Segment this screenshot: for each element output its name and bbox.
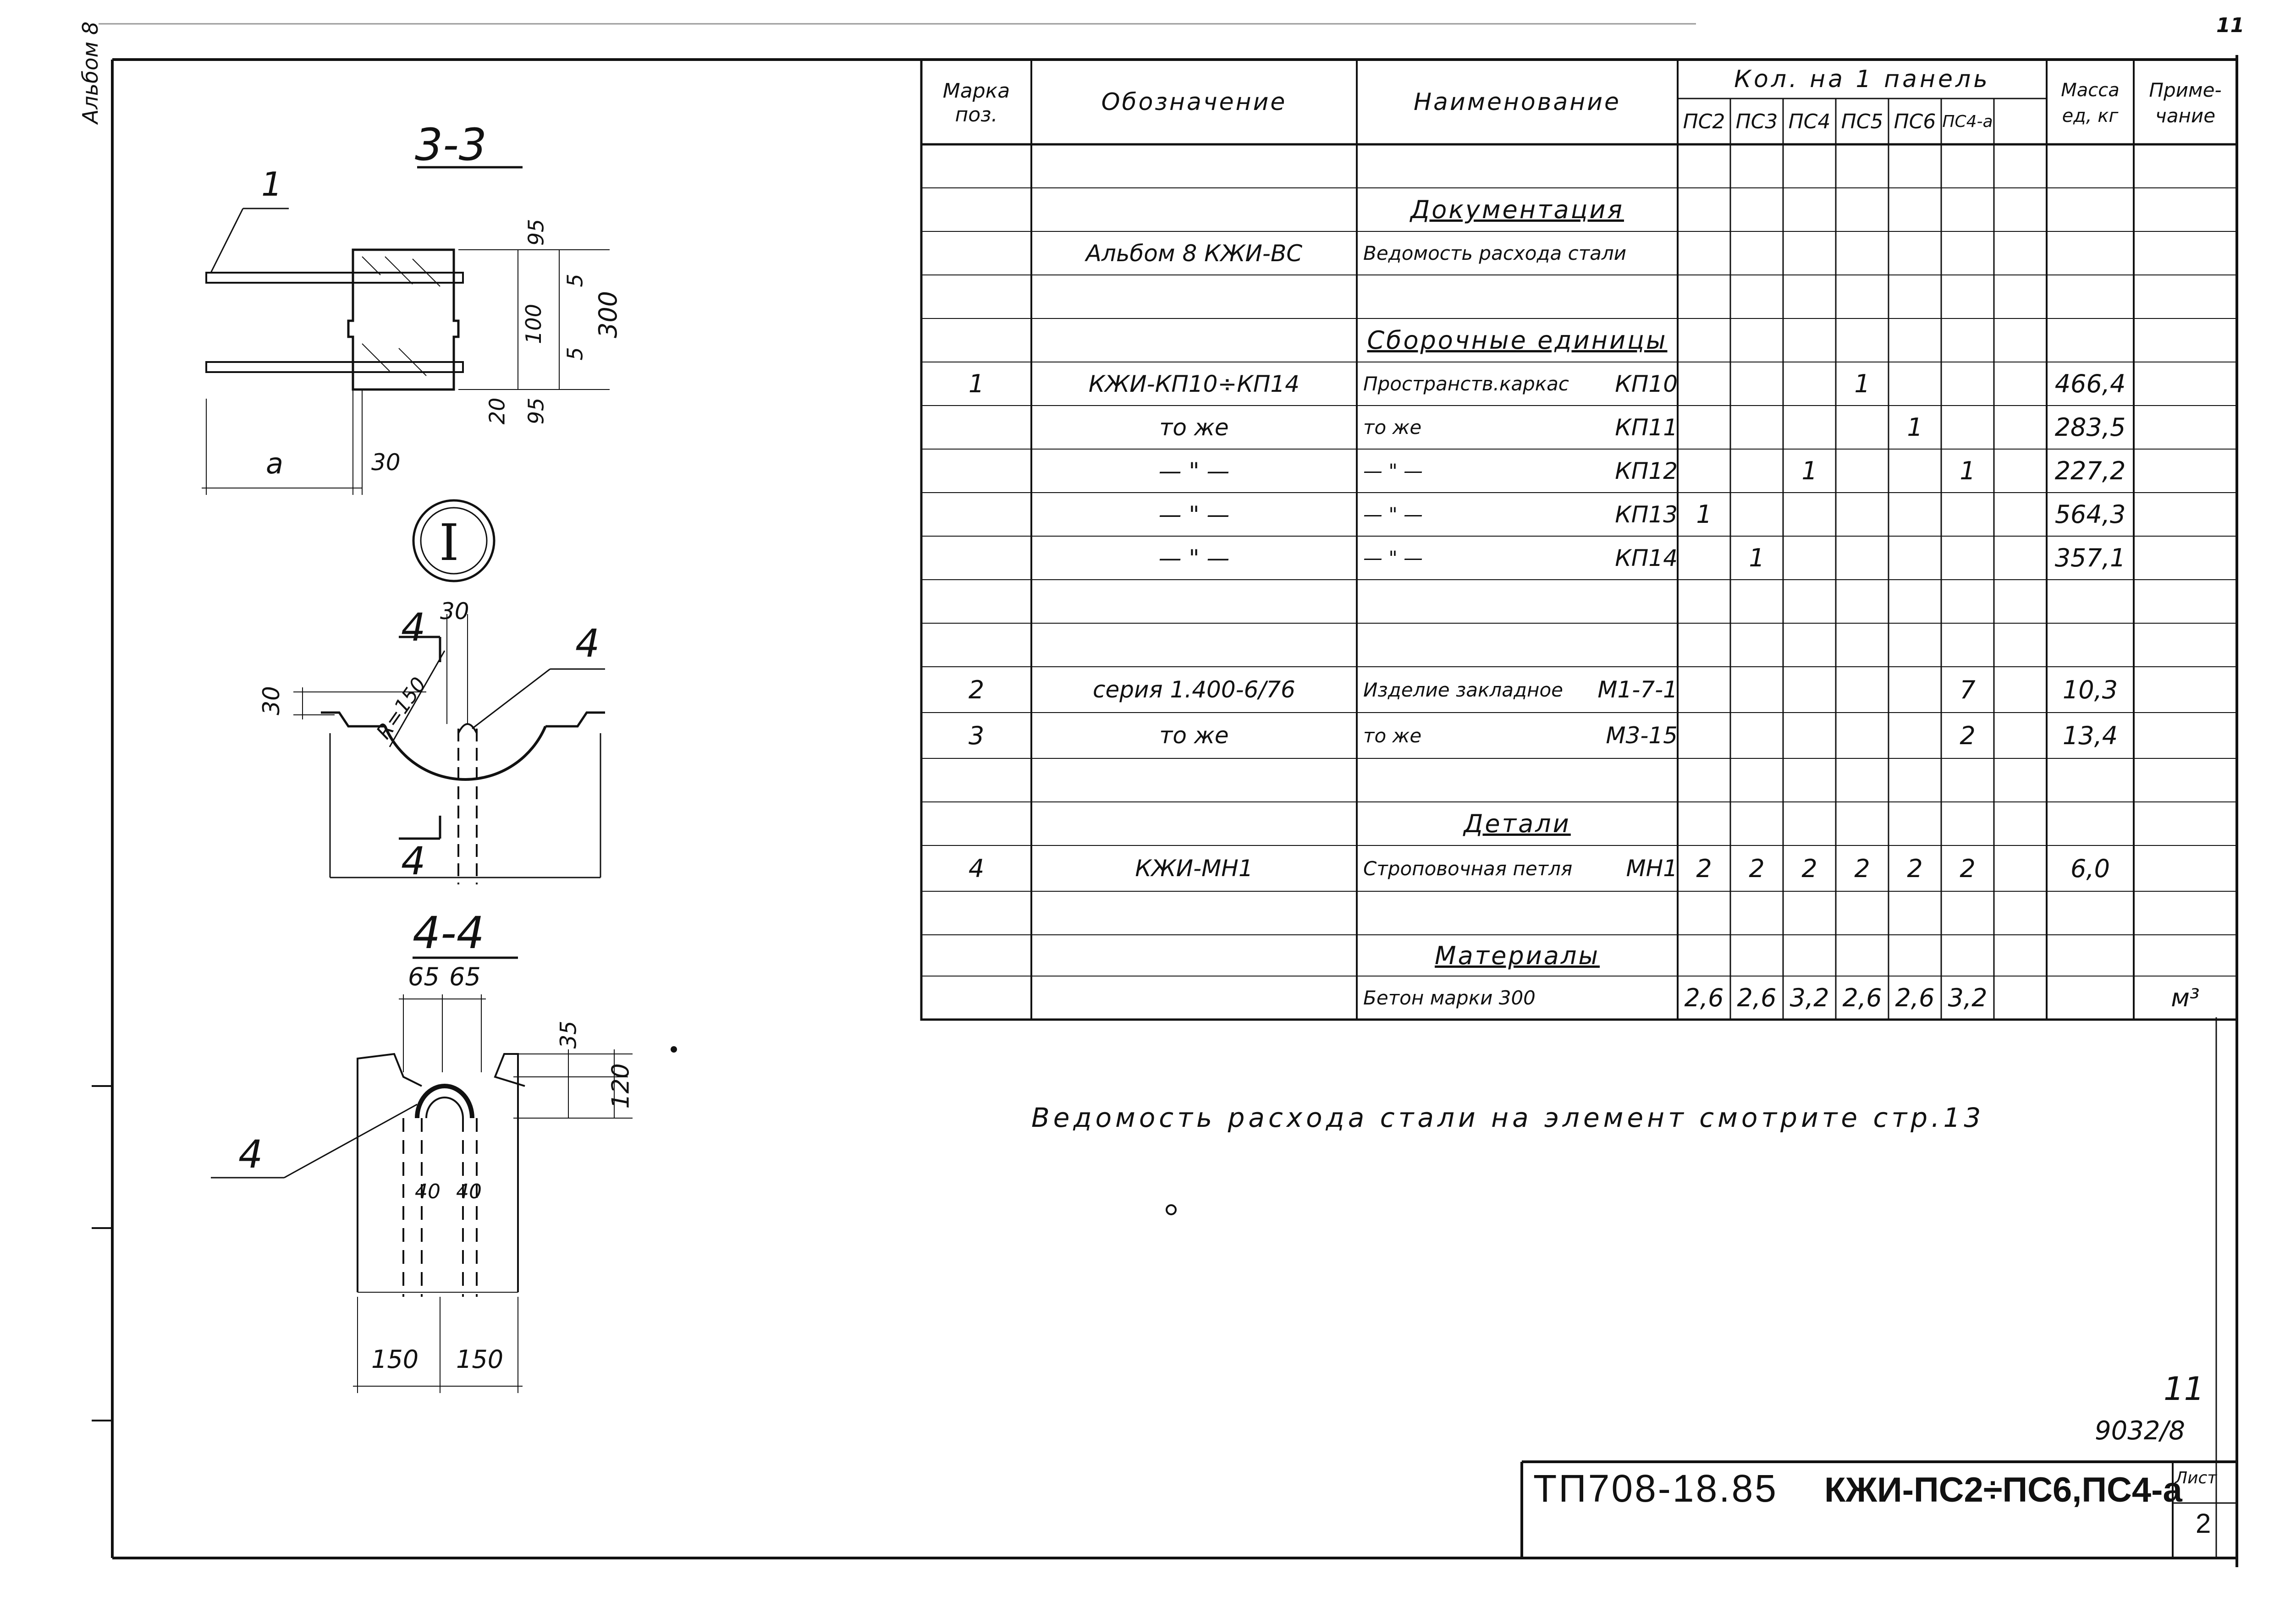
detail-radius: R=150 xyxy=(372,673,431,744)
cell-note xyxy=(2134,449,2237,493)
cell-mass: 227,2 xyxy=(2054,456,2126,485)
cell-note xyxy=(2134,231,2237,275)
cell-pos xyxy=(921,406,1031,449)
cell-qty xyxy=(1889,362,1941,406)
cell-name-suffix: М3-15 xyxy=(1606,722,1678,749)
cell-note: м³ xyxy=(2171,983,2200,1012)
cell-qty xyxy=(1941,536,1994,580)
header-designation: Обозначение xyxy=(1101,88,1287,116)
cell-name: — " — xyxy=(1363,460,1423,482)
cell-qty xyxy=(1730,667,1783,713)
dim-20: 20 xyxy=(485,397,510,425)
dim-95-bottom: 95 xyxy=(523,397,549,425)
cell-designation: КЖИ-КП10÷КП14 xyxy=(1088,370,1300,397)
cell-qty: 2 xyxy=(1854,854,1870,883)
cell-qty xyxy=(1889,493,1941,536)
cell-qty xyxy=(1836,536,1889,580)
header-qty-ps6: ПС6 xyxy=(1894,110,1936,133)
cell-qty: 3,2 xyxy=(1789,983,1829,1012)
cell-name-suffix: КП14 xyxy=(1615,544,1678,571)
cell-qty xyxy=(1730,406,1783,449)
cell-qty: 2,6 xyxy=(1842,983,1882,1012)
dim-35: 35 xyxy=(556,1020,582,1049)
header-qty-ps5: ПС5 xyxy=(1841,110,1883,133)
section-heading: Документация xyxy=(1410,195,1624,224)
cell-pos xyxy=(921,231,1031,275)
cell-qty: 2 xyxy=(1960,854,1976,883)
cell-qty: 2,6 xyxy=(1684,983,1724,1012)
dim-5-top: 5 xyxy=(562,274,588,287)
cell-qty: 1 xyxy=(1696,500,1712,529)
detail-dim-30-left: 30 xyxy=(258,686,285,715)
cell-qty xyxy=(1994,493,2047,536)
cell-qty: 2 xyxy=(1696,854,1712,883)
cell-name: то же xyxy=(1363,416,1422,439)
stamp-doc-code: ТП708-18.85 xyxy=(1533,1467,1778,1510)
cell-name: Строповочная петля xyxy=(1363,857,1573,880)
cell-qty xyxy=(1994,449,2047,493)
cell-note xyxy=(2134,362,2237,406)
cell-name-suffix xyxy=(1540,976,1684,1020)
cell-mass: 466,4 xyxy=(2054,369,2126,398)
cell-qty: 3,2 xyxy=(1948,983,1988,1012)
cell-qty xyxy=(1678,449,1730,493)
cell-designation xyxy=(1031,976,1357,1020)
cell-name-suffix: КП12 xyxy=(1615,457,1678,484)
header-qty-ps3: ПС3 xyxy=(1735,110,1778,133)
dim-40-left: 40 xyxy=(415,1180,440,1203)
section-4-4-title: 4-4 xyxy=(413,907,485,959)
cell-designation: КЖИ-МН1 xyxy=(1135,855,1253,882)
cell-qty xyxy=(1730,449,1783,493)
cell-mass xyxy=(2047,231,2134,275)
cell-name-suffix: КП11 xyxy=(1615,414,1678,441)
cell-qty xyxy=(1730,493,1783,536)
cell-designation: то же xyxy=(1159,722,1229,749)
header-name: Наименование xyxy=(1413,88,1621,116)
cell-qty xyxy=(1994,845,2047,891)
dim-a: a xyxy=(266,447,283,480)
cell-qty xyxy=(1994,406,2047,449)
cell-designation: Альбом 8 КЖИ-ВС xyxy=(1085,240,1303,267)
cell-qty xyxy=(1836,231,1889,275)
cell-qty xyxy=(1678,713,1730,758)
section-heading: Детали xyxy=(1464,809,1571,838)
cell-qty xyxy=(1730,713,1783,758)
cell-note xyxy=(2134,713,2237,758)
detail-I-label: I xyxy=(439,513,459,572)
cell-note xyxy=(2134,493,2237,536)
dim-150-right: 150 xyxy=(456,1345,504,1374)
page-number: 11 xyxy=(2216,14,2245,37)
cell-qty: 2 xyxy=(1801,854,1817,883)
section-3-3-drawing xyxy=(202,167,610,495)
callout-4-detail: 4 xyxy=(575,621,600,666)
cell-qty: 2 xyxy=(1907,854,1923,883)
header-mass: Масса ед, кг xyxy=(2061,80,2120,126)
cell-qty: 2,6 xyxy=(1895,983,1935,1012)
cell-qty xyxy=(1783,231,1836,275)
cell-name-suffix: КП13 xyxy=(1615,501,1678,528)
cut-mark-bottom: 4 xyxy=(401,839,426,883)
cell-qty xyxy=(1889,713,1941,758)
cell-name-suffix: МН1 xyxy=(1626,855,1678,882)
dim-5-bottom: 5 xyxy=(562,347,588,361)
cell-name: — " — xyxy=(1363,547,1423,569)
dim-30: 30 xyxy=(371,449,401,476)
header-qty-ps4a: ПС4-а xyxy=(1942,112,1993,131)
cell-qty xyxy=(1678,362,1730,406)
header-qty-ps4: ПС4 xyxy=(1788,110,1831,133)
cell-qty: 1 xyxy=(1907,413,1923,442)
cell-name: то же xyxy=(1363,724,1422,747)
header-pos: Марка поз. xyxy=(942,79,1010,126)
cell-pos xyxy=(921,976,1031,1020)
cell-name: Изделие закладное xyxy=(1363,678,1564,701)
cell-qty xyxy=(1783,667,1836,713)
cell-qty xyxy=(1783,493,1836,536)
archive-number: 9032/8 xyxy=(2095,1416,2186,1446)
section-heading: Материалы xyxy=(1435,941,1600,970)
cell-qty xyxy=(1994,667,2047,713)
cell-qty xyxy=(1994,536,2047,580)
cell-qty xyxy=(1994,976,2047,1020)
dim-150-left: 150 xyxy=(371,1345,419,1374)
cell-qty xyxy=(1730,362,1783,406)
cell-name-suffix xyxy=(1540,231,1684,275)
cell-name: Бетон марки 300 xyxy=(1363,987,1536,1009)
dim-65-right: 65 xyxy=(449,962,481,991)
steel-note: Ведомость расхода стали на элемент смотрите стр.13 xyxy=(1031,1102,1985,1133)
cell-name: Пространств.каркас xyxy=(1363,373,1569,395)
cell-name: — " — xyxy=(1363,503,1423,526)
cell-qty xyxy=(1836,493,1889,536)
cell-pos: 3 xyxy=(968,721,985,750)
cell-name-suffix: КП10 xyxy=(1615,370,1678,397)
header-qty-ps2: ПС2 xyxy=(1683,110,1725,133)
sheet-corner-number: 11 xyxy=(2164,1370,2205,1408)
cell-note xyxy=(2134,406,2237,449)
dim-120: 120 xyxy=(607,1063,635,1109)
cell-qty: 2 xyxy=(1749,854,1765,883)
cell-qty xyxy=(1783,362,1836,406)
cell-pos: 1 xyxy=(968,369,985,398)
dim-95-top: 95 xyxy=(523,219,549,246)
cell-qty xyxy=(1941,231,1994,275)
cell-qty xyxy=(1994,362,2047,406)
cell-qty xyxy=(1783,406,1836,449)
cell-designation: — " — xyxy=(1158,501,1230,528)
cell-mass: 357,1 xyxy=(2054,543,2126,572)
cell-pos: 2 xyxy=(968,675,985,704)
cell-mass: 564,3 xyxy=(2054,500,2126,529)
cell-qty: 1 xyxy=(1801,456,1817,485)
cell-note xyxy=(2134,845,2237,891)
cell-qty xyxy=(1889,667,1941,713)
cell-pos xyxy=(921,493,1031,536)
stamp-sheet-label: Лист xyxy=(2175,1469,2217,1487)
cell-qty xyxy=(1678,667,1730,713)
cell-qty: 1 xyxy=(1960,456,1976,485)
cell-qty xyxy=(1889,536,1941,580)
cell-pos xyxy=(921,449,1031,493)
cell-qty xyxy=(1836,667,1889,713)
cut-mark-top: 4 xyxy=(401,605,426,650)
callout-1: 1 xyxy=(261,165,282,203)
cell-designation: серия 1.400-6/76 xyxy=(1093,676,1295,703)
cell-qty xyxy=(1730,231,1783,275)
cell-mass: 6,0 xyxy=(2070,854,2110,883)
cell-mass xyxy=(2047,976,2134,1020)
cell-qty xyxy=(1941,362,1994,406)
cell-name-suffix: М1-7-1 xyxy=(1597,676,1678,703)
cell-qty xyxy=(1783,536,1836,580)
stamp-title: КЖИ-ПС2÷ПС6,ПС4-а xyxy=(1824,1470,2182,1509)
cell-qty xyxy=(1678,406,1730,449)
cell-qty: 2,6 xyxy=(1737,983,1777,1012)
cell-mass: 283,5 xyxy=(2054,413,2126,442)
cell-qty xyxy=(1836,406,1889,449)
cell-designation: — " — xyxy=(1158,457,1230,484)
dim-300: 300 xyxy=(594,291,623,339)
cell-qty xyxy=(1678,231,1730,275)
cell-note xyxy=(2134,536,2237,580)
album-label: Альбом 8 xyxy=(78,21,103,124)
cell-qty: 2 xyxy=(1960,721,1976,750)
cell-designation: то же xyxy=(1159,414,1229,441)
cell-qty xyxy=(1941,406,1994,449)
cell-qty xyxy=(1889,449,1941,493)
cell-mass: 13,4 xyxy=(2062,721,2118,750)
cell-qty xyxy=(1889,231,1941,275)
dim-100: 100 xyxy=(521,304,546,344)
cell-mass: 10,3 xyxy=(2062,675,2118,704)
section-3-3-title: 3-3 xyxy=(415,119,487,170)
cell-qty xyxy=(1783,713,1836,758)
dim-65-left: 65 xyxy=(408,962,440,991)
cell-qty xyxy=(1836,449,1889,493)
header-note: Приме-чание xyxy=(2149,79,2222,127)
cell-designation: — " — xyxy=(1158,544,1230,571)
cell-qty xyxy=(1836,713,1889,758)
cell-qty: 1 xyxy=(1749,543,1765,572)
section-heading: Сборочные единицы xyxy=(1367,326,1668,355)
cell-name: Ведомость расхода стали xyxy=(1363,242,1627,264)
cell-pos xyxy=(921,536,1031,580)
cell-note xyxy=(2134,667,2237,713)
cell-qty: 1 xyxy=(1854,369,1870,398)
cell-qty xyxy=(1941,493,1994,536)
dim-40-right: 40 xyxy=(456,1180,482,1203)
cell-qty xyxy=(1678,536,1730,580)
cell-pos: 4 xyxy=(968,854,985,883)
header-qty-group: Кол. на 1 панель xyxy=(1734,65,1990,93)
cell-qty: 7 xyxy=(1960,675,1976,704)
stamp-sheet-number: 2 xyxy=(2196,1508,2211,1539)
cell-qty xyxy=(1994,713,2047,758)
detail-dim-30-top: 30 xyxy=(440,598,469,625)
cell-qty xyxy=(1994,231,2047,275)
callout-4-section: 4 xyxy=(238,1132,263,1177)
